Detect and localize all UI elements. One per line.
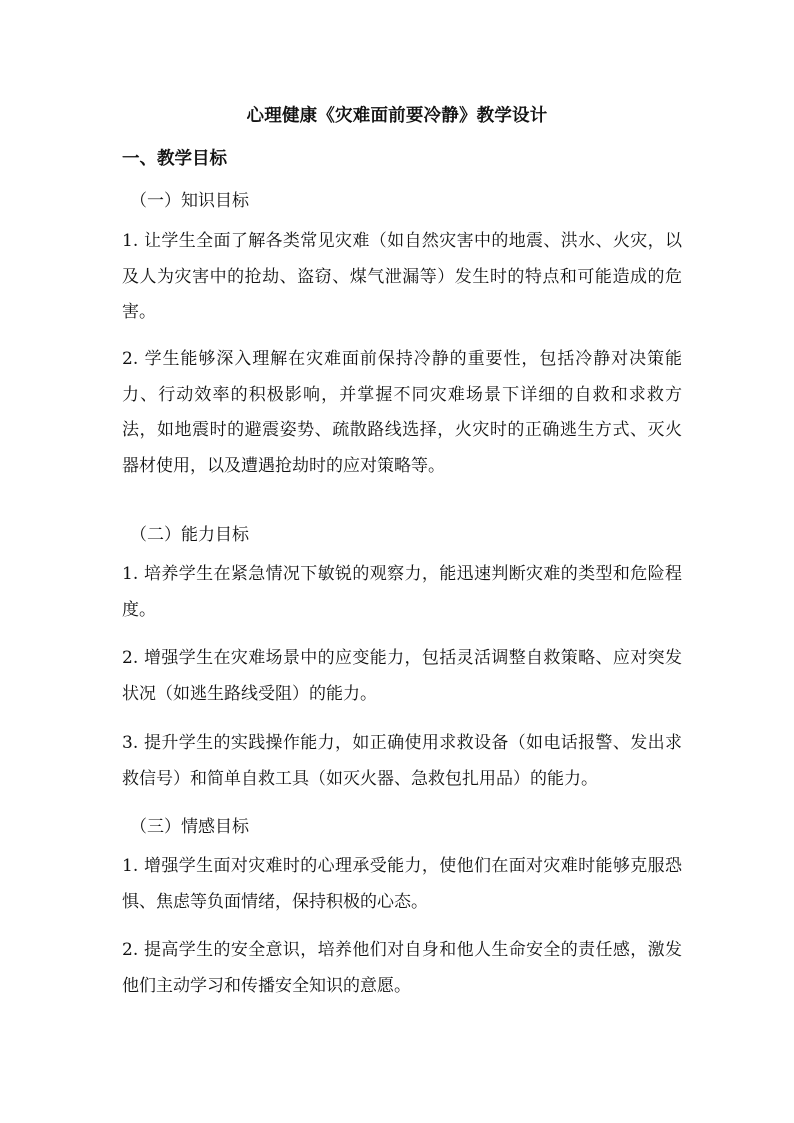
document-title: 心理健康《灾难面前要冷静》教学设计 <box>246 106 548 126</box>
knowledge-goal-item-1: 1. 让学生全面了解各类常见灾难（如自然灾害中的地震、洪水、火灾，以及人为灾害中的抢劫、盗窃、煤气泄漏等）发生时的特点和可能造成的危害。 <box>122 231 682 322</box>
subheading-knowledge-goals: （一）知识目标 <box>130 191 249 211</box>
emotion-goal-item-1: 1. 增强学生面对灾难时的心理承受能力，使他们在面对灾难时能够克服恐惧、焦虑等负面情绪，保持积极的心态。 <box>122 856 682 912</box>
ability-goal-item-3: 3. 提升学生的实践操作能力，如正确使用求救设备（如电话报警、发出求救信号）和简单自救工具（如灭火器、急救包扎用品）的能力。 <box>122 733 682 789</box>
subheading-emotion-goals: （三）情感目标 <box>130 817 249 837</box>
subheading-ability-goals: （二）能力目标 <box>130 525 249 545</box>
section-heading-teaching-goals: 一、教学目标 <box>122 149 227 169</box>
emotion-goal-item-2: 2. 提高学生的安全意识，培养他们对自身和他人生命安全的责任感，激发他们主动学习和传播安全知识的意愿。 <box>122 940 682 996</box>
ability-goal-item-1: 1. 培养学生在紧急情况下敏锐的观察力，能迅速判断灾难的类型和危险程度。 <box>122 564 682 620</box>
ability-goal-item-2: 2. 增强学生在灾难场景中的应变能力，包括灵活调整自救策略、应对突发状况（如逃生路线受阻）的能力。 <box>122 648 682 704</box>
knowledge-goal-item-2: 2. 学生能够深入理解在灾难面前保持冷静的重要性，包括冷静对决策能力、行动效率的积极影响，并掌握不同灾难场景下详细的自救和求救方法，如地震时的避震姿势、疏散路线选择，火灾时的正确逃生方式、灭火器材使用，以及遭遇抢劫时的应对策略等。 <box>122 349 682 476</box>
